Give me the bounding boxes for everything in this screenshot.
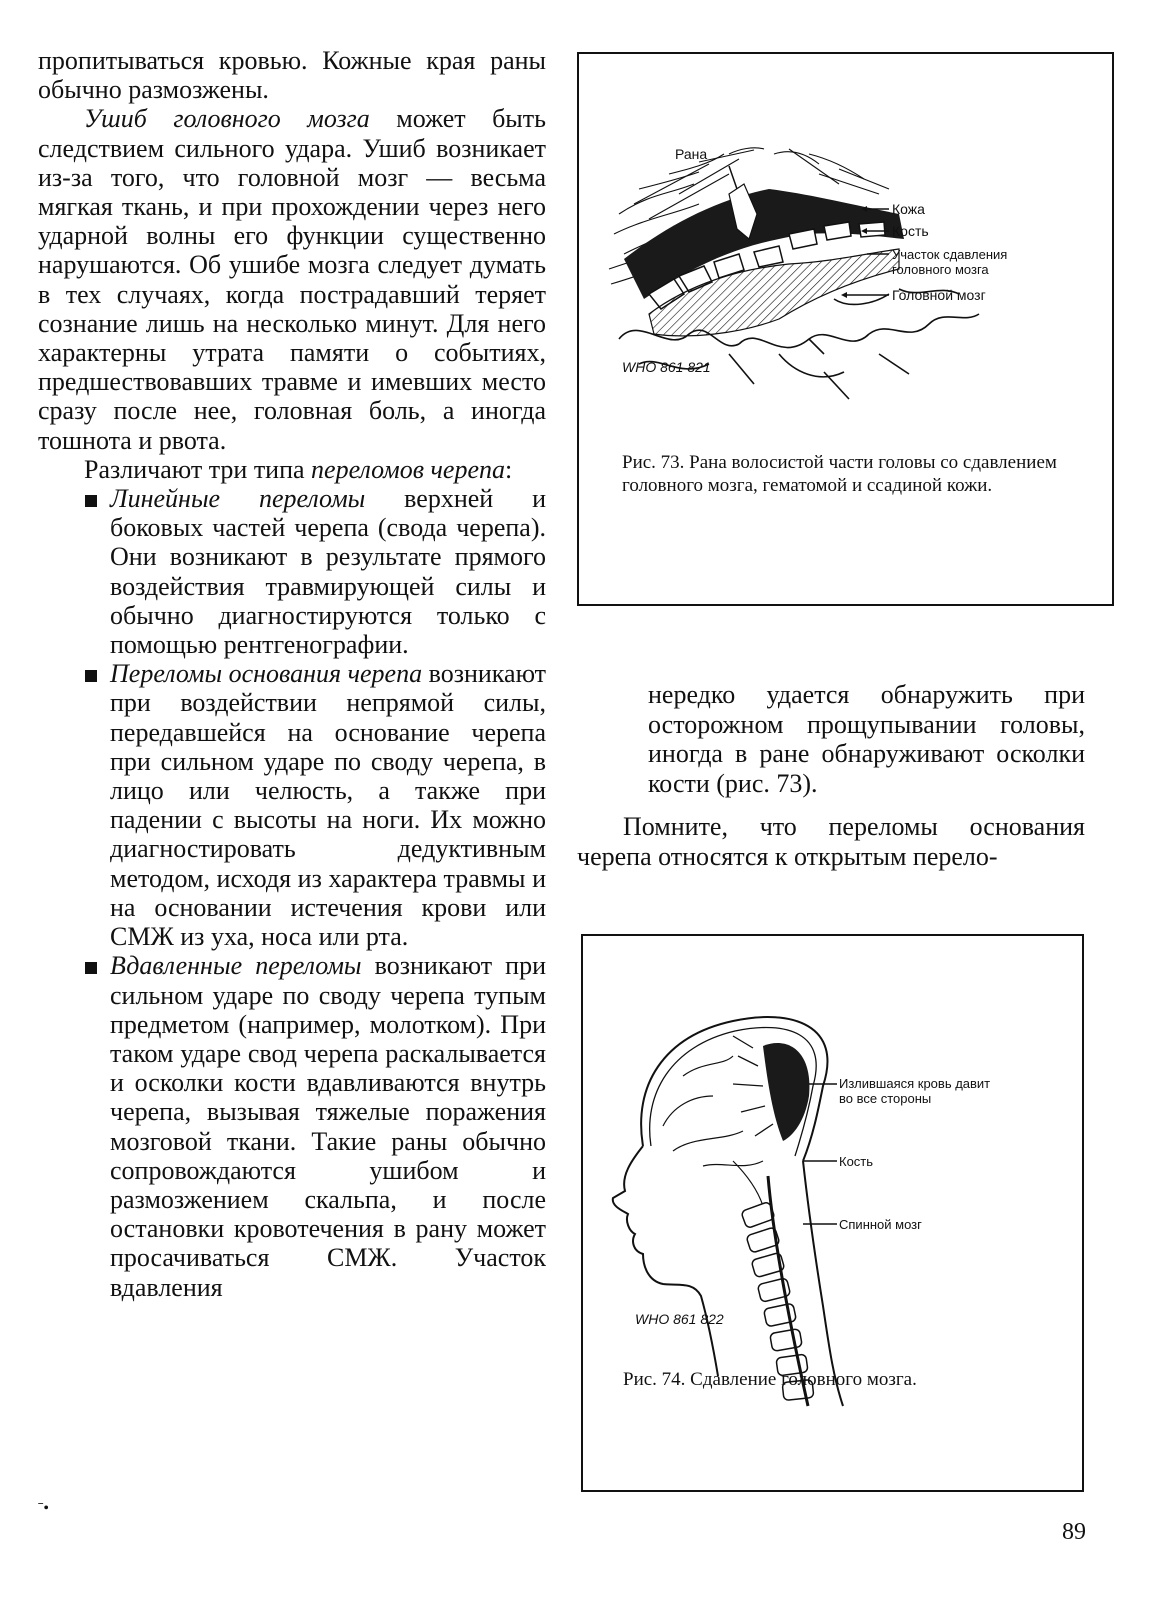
fracture-types-text: Различают три типа (84, 454, 312, 484)
figure-74-caption: Рис. 74. Сдавление головного мозга. (623, 1369, 917, 1390)
who-code-821: WHO 861 821 (622, 359, 711, 375)
brain-contusion-text: может быть следствием сильного удара. Ушиб возникает из-за того, что головной мозг — весьма мягкая ткань, и при прохождении через него ударной волны его функции существенно нарушаются. Об ушибе мозга следует думать в тех случаях, когда пострадавший теряет сознание лишь на несколько минут. Для него характерны утрата памяти о событиях, предшествовавших травме и имевших место сразу после нее, головная боль, а иногда тошнота и рвота. (38, 104, 546, 455)
list-item-linear (38, 484, 546, 659)
linear-fractures-text: верхней и боковых частей черепа (свода черепа). Они возникают в результате прямого воздействия травмирующей силы и обычно диагностируются только с помощью рентгенографии. (110, 484, 546, 660)
label-brain: Головной мозг (892, 287, 986, 303)
who-code-822: WHO 861 822 (635, 1311, 724, 1327)
basal-fractures-text: возникают при воздействии непрямой силы, передавшейся на основание черепа при сильном ударе по своду черепа, в лицо или челюсть, а также при падении с высоты на ноги. Их можно диагностировать дедуктивным методом, исходя из характера травмы и на основании истечения крови или СМЖ из уха, носа или рта. (110, 659, 547, 952)
term-basal-fractures: Переломы основания черепа (110, 659, 423, 689)
label-wound: Рана (675, 146, 708, 162)
depressed-fractures-text: возникают при сильном ударе по своду черепа тупым предметом (например, молотком). При таком ударе свод черепа раскалывается и осколки кости вдавливаются внутрь черепа, вызывая тяжелые поражения мозговой ткани. Такие раны обычно сопровождаются ушибом и размозжением скальпа, и после остановки кровотечения в рану может просачиваться СМЖ. Участок вдавления (110, 951, 547, 1302)
scalp-wound-illustration (579, 54, 1111, 603)
page-number: 89 (1062, 1519, 1086, 1545)
paragraph-brain-contusion (38, 104, 546, 454)
label-compression-line1: Участок сдавления (892, 247, 1008, 262)
bullet-square-icon (85, 962, 97, 974)
face-profile (613, 1146, 718, 1376)
paragraph-palpation: нередко удается обнаружить при осторожном прощупывании головы, иногда в ране обнаруживают осколки кости (рис. 73). (648, 680, 1085, 798)
figure-73-caption: Рис. 73. Рана волосистой части головы со сдавлением головного мозга, гематомой и ссадиной кожи. (622, 452, 1057, 496)
term-linear-fractures: Линейные переломы (110, 484, 366, 514)
brain-folds (663, 1056, 763, 1206)
stray-mark: ˉ• (38, 1500, 49, 1517)
fracture-types-list (38, 484, 546, 1302)
label-blood-line2: во все стороны (839, 1091, 932, 1106)
term-depressed-fractures: Вдавленные переломы (110, 951, 362, 981)
label-bone: Кость (839, 1154, 874, 1169)
figure-73 (577, 52, 1114, 606)
head-compression-illustration (583, 936, 1081, 1489)
paragraph-remember: Помните, что переломы основания черепа относятся к открытым перело- (577, 812, 1085, 871)
left-text-column (38, 46, 546, 1302)
label-skin: Кожа (892, 201, 925, 217)
list-item-basal (38, 659, 546, 951)
label-spinal-cord: Спинной мозг (839, 1217, 922, 1232)
paragraph-fracture-types (38, 455, 546, 484)
term-brain-contusion: Ушиб головного мозга (84, 104, 370, 134)
bullet-square-icon (85, 670, 97, 682)
term-skull-fractures: переломов черепа (311, 454, 506, 484)
list-item-depressed (38, 951, 546, 1301)
label-compression-line2: головного мозга (892, 262, 989, 277)
label-blood-line1: Излившаяся кровь давит (839, 1076, 991, 1091)
fracture-types-colon: : (505, 454, 513, 484)
label-bone: Кость (892, 223, 929, 239)
paragraph-continuation: пропитываться кровью. Кожные края раны обычно размозжены. (38, 46, 546, 105)
figure-74 (581, 934, 1084, 1492)
bullet-square-icon (85, 495, 97, 507)
